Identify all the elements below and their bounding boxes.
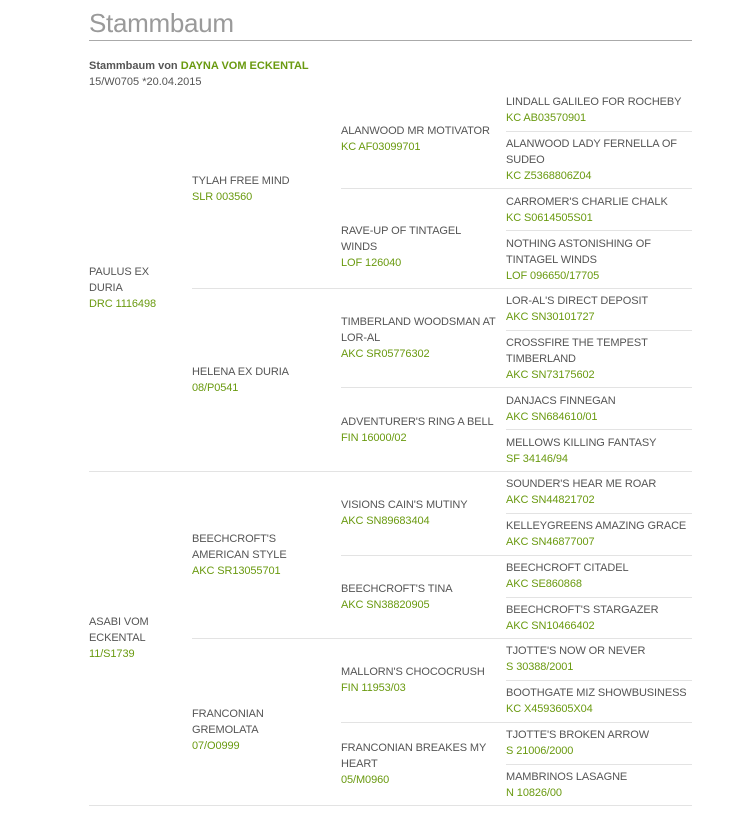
row-divider [192, 288, 692, 289]
dog-registration: KC S0614505S01 [506, 212, 593, 224]
pedigree-cell-ancestor [506, 335, 692, 383]
dog-registration: 05/M0960 [341, 774, 390, 786]
pedigree-cell-great-grandparent [341, 314, 496, 362]
dog-registration: FIN 11953/03 [341, 682, 406, 694]
dog-registration: AKC SR05776302 [341, 348, 430, 360]
row-divider [341, 188, 692, 189]
pedigree-cell-ancestor [506, 236, 692, 284]
dog-name-link[interactable]: CROSSFIRE THE TEMPEST TIMBERLAND [506, 337, 648, 365]
dog-registration: 11/S1739 [89, 648, 135, 660]
dog-registration: AKC SN89683404 [341, 515, 430, 527]
dog-name-link[interactable]: ALANWOOD MR MOTIVATOR [341, 125, 490, 137]
pedigree-subtitle [89, 59, 309, 73]
dog-name-link[interactable]: TJOTTE'S BROKEN ARROW [506, 729, 650, 741]
dog-name-link[interactable]: MELLOWS KILLING FANTASY [506, 437, 657, 449]
row-divider [341, 387, 692, 388]
pedigree-cell-grandparent [192, 706, 332, 754]
pedigree-cell-ancestor [506, 769, 692, 801]
pedigree-cell-ancestor [506, 94, 692, 126]
dog-registration: AKC SN30101727 [506, 311, 595, 323]
dog-registration: S 30388/2001 [506, 661, 574, 673]
dog-name-link[interactable]: RAVE-UP OF TINTAGEL WINDS [341, 225, 461, 253]
dog-registration: AKC SN73175602 [506, 369, 595, 381]
pedigree-cell-great-grandparent [341, 497, 496, 529]
pedigree-cell-ancestor [506, 518, 692, 550]
dog-registration: AKC SE860868 [506, 578, 582, 590]
dog-name-link[interactable]: PAULUS EX DURIA [89, 266, 150, 294]
pedigree-cell-dam [89, 614, 184, 662]
pedigree-cell-great-grandparent [341, 123, 496, 155]
dog-name-link[interactable]: TYLAH FREE MIND [192, 175, 290, 187]
pedigree-cell-ancestor [506, 602, 692, 634]
dog-registration: AKC SN684610/01 [506, 411, 598, 423]
pedigree-cell-great-grandparent [341, 223, 496, 271]
dog-registration: AKC SR13055701 [192, 565, 281, 577]
table-bottom-border [89, 805, 692, 806]
page-title: Stammbaum [89, 8, 234, 38]
dog-name-link[interactable]: MALLORN'S CHOCOCRUSH [341, 666, 485, 678]
dog-registration: AKC SN46877007 [506, 536, 595, 548]
pedigree-cell-ancestor [506, 293, 692, 325]
dog-registration: KC Z5368806Z04 [506, 170, 592, 182]
row-divider [506, 513, 692, 514]
subtitle-prefix: Stammbaum von [89, 60, 181, 72]
dog-registration: N 10826/00 [506, 787, 562, 799]
dog-registration: AKC SN10466402 [506, 620, 595, 632]
row-divider [192, 638, 692, 639]
row-divider [506, 429, 692, 430]
pedigree-cell-great-grandparent [341, 581, 496, 613]
pedigree-cell-ancestor [506, 393, 692, 425]
title-divider [89, 40, 692, 41]
dog-name-link[interactable]: FRANCONIAN BREAKES MY HEART [341, 742, 487, 770]
pedigree-cell-grandparent [192, 173, 332, 205]
pedigree-cell-ancestor [506, 685, 692, 717]
row-divider [89, 471, 692, 472]
dog-name-link[interactable]: LOR-AL'S DIRECT DEPOSIT [506, 295, 649, 307]
row-divider [506, 680, 692, 681]
pedigree-cell-sire [89, 264, 184, 312]
dog-registration: S 21006/2000 [506, 745, 574, 757]
dog-registration: KC AB03570901 [506, 112, 587, 124]
dog-name-link[interactable]: BEECHCROFT'S AMERICAN STYLE [192, 533, 287, 561]
dog-name-link[interactable]: DANJACS FINNEGAN [506, 395, 616, 407]
dog-name-link[interactable]: LINDALL GALILEO FOR ROCHEBY [506, 96, 682, 108]
dog-name-link[interactable]: BEECHCROFT CITADEL [506, 562, 629, 574]
dog-name-link[interactable]: TIMBERLAND WOODSMAN AT LOR-AL [341, 316, 496, 344]
dog-registration: LOF 096650/17705 [506, 270, 600, 282]
pedigree-cell-great-grandparent [341, 740, 496, 788]
dog-registration: AKC SN38820905 [341, 599, 430, 611]
dog-registration: KC X4593605X04 [506, 703, 593, 715]
dog-name-link[interactable]: ALANWOOD LADY FERNELLA OF SUDEO [506, 138, 677, 166]
row-divider [341, 722, 692, 723]
pedigree-cell-ancestor [506, 727, 692, 759]
dog-registration: SF 34146/94 [506, 453, 568, 465]
dog-name-link[interactable]: VISIONS CAIN'S MUTINY [341, 499, 468, 511]
dog-name-link[interactable]: CARROMER'S CHARLIE CHALK [506, 196, 668, 208]
row-divider [341, 555, 692, 556]
pedigree-cell-ancestor [506, 560, 692, 592]
row-divider [506, 597, 692, 598]
dog-registration: DRC 1116498 [89, 298, 156, 310]
pedigree-cell-ancestor [506, 643, 692, 675]
dog-registration: SLR 003560 [192, 191, 253, 203]
dog-name-link[interactable]: BOOTHGATE MIZ SHOWBUSINESS [506, 687, 687, 699]
pedigree-cell-ancestor [506, 476, 692, 508]
dog-registration: AKC SN44821702 [506, 494, 595, 506]
dog-registration: LOF 126040 [341, 257, 402, 269]
pedigree-cell-ancestor [506, 136, 692, 184]
dog-name-link[interactable]: BEECHCROFT'S STARGAZER [506, 604, 659, 616]
dog-name-link[interactable]: NOTHING ASTONISHING OF TINTAGEL WINDS [506, 238, 651, 266]
dog-reg-info: 15/W0705 *20.04.2015 [89, 76, 202, 88]
dog-name-link[interactable]: BEECHCROFT'S TINA [341, 583, 453, 595]
dog-name-link[interactable]: ASABI VOM ECKENTAL [89, 616, 149, 644]
pedigree-cell-great-grandparent [341, 664, 496, 696]
row-divider [506, 330, 692, 331]
pedigree-cell-grandparent [192, 364, 332, 396]
dog-name-link[interactable]: SOUNDER'S HEAR ME ROAR [506, 478, 657, 490]
dog-registration: FIN 16000/02 [341, 432, 407, 444]
dog-registration: 07/O0999 [192, 740, 240, 752]
row-divider [506, 230, 692, 231]
dog-name-link[interactable]: ADVENTURER'S RING A BELL [341, 416, 494, 428]
dog-name-link[interactable]: MAMBRINOS LASAGNE [506, 771, 628, 783]
dog-name-link[interactable]: DAYNA VOM ECKENTAL [180, 60, 309, 72]
row-divider [506, 131, 692, 132]
dog-name-link[interactable]: HELENA EX DURIA [192, 366, 289, 378]
dog-name-link[interactable]: KELLEYGREENS AMAZING GRACE [506, 520, 687, 532]
pedigree-cell-ancestor [506, 435, 692, 467]
row-divider [506, 764, 692, 765]
dog-registration: KC AF03099701 [341, 141, 421, 153]
dog-name-link[interactable]: TJOTTE'S NOW OR NEVER [506, 645, 646, 657]
pedigree-cell-ancestor [506, 194, 692, 226]
dog-registration: 08/P0541 [192, 382, 239, 394]
pedigree-cell-grandparent [192, 531, 332, 579]
pedigree-cell-great-grandparent [341, 414, 496, 446]
dog-name-link[interactable]: FRANCONIAN GREMOLATA [192, 708, 264, 736]
